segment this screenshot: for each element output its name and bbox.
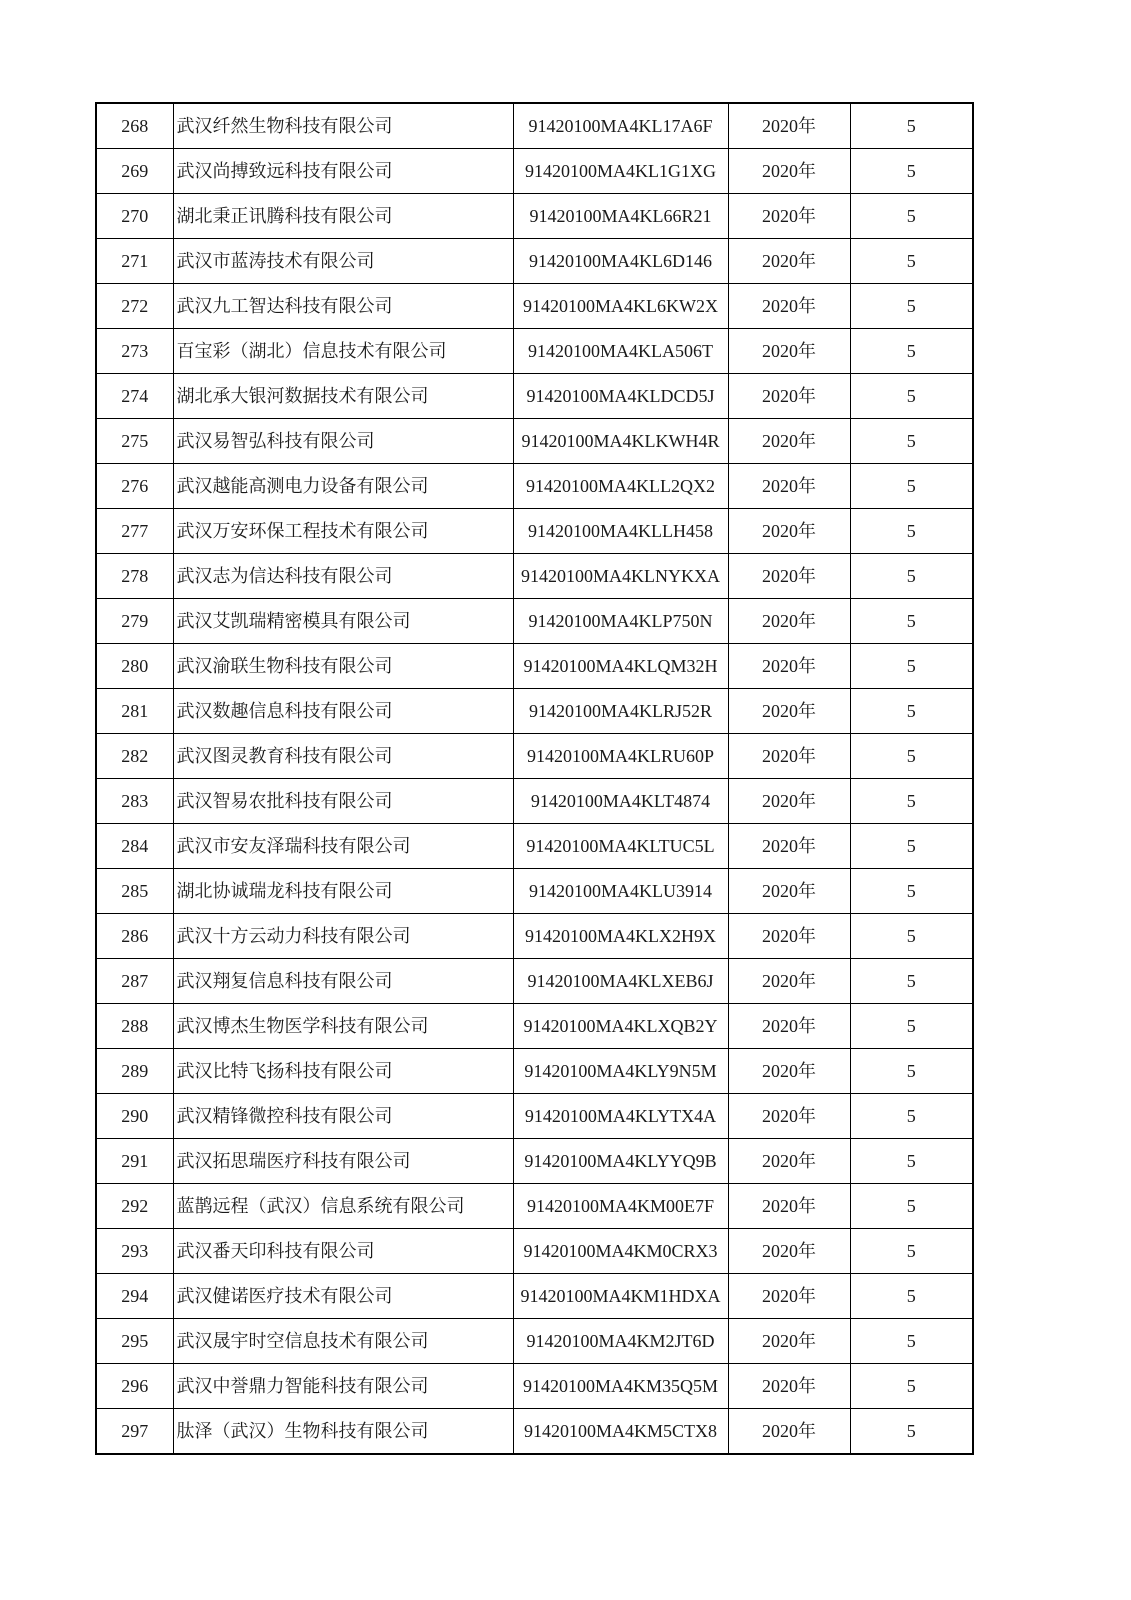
score-cell: 5	[850, 464, 973, 509]
score-cell: 5	[850, 644, 973, 689]
row-number-cell: 273	[96, 329, 173, 374]
row-number-cell: 295	[96, 1319, 173, 1364]
company-name-cell: 蓝鹊远程（武汉）信息系统有限公司	[173, 1184, 513, 1229]
score-cell: 5	[850, 1094, 973, 1139]
table-row	[96, 869, 973, 914]
company-name-cell: 武汉市安友泽瑞科技有限公司	[173, 824, 513, 869]
table-row	[96, 239, 973, 284]
table-row	[96, 914, 973, 959]
company-name-cell: 武汉晟宇时空信息技术有限公司	[173, 1319, 513, 1364]
company-name-cell: 武汉越能高测电力设备有限公司	[173, 464, 513, 509]
score-cell: 5	[850, 329, 973, 374]
credit-code-cell: 91420100MA4KL66R21	[513, 194, 728, 239]
credit-code-cell: 91420100MA4KLLH458	[513, 509, 728, 554]
score-cell: 5	[850, 149, 973, 194]
company-name-cell: 武汉翔复信息科技有限公司	[173, 959, 513, 1004]
score-cell: 5	[850, 734, 973, 779]
year-cell: 2020年	[728, 599, 850, 644]
company-name-cell: 武汉博杰生物医学科技有限公司	[173, 1004, 513, 1049]
year-cell: 2020年	[728, 779, 850, 824]
table-row	[96, 554, 973, 599]
table-row	[96, 1184, 973, 1229]
company-name-cell: 武汉番天印科技有限公司	[173, 1229, 513, 1274]
score-cell: 5	[850, 1229, 973, 1274]
credit-code-cell: 91420100MA4KM2JT6D	[513, 1319, 728, 1364]
row-number-cell: 285	[96, 869, 173, 914]
year-cell: 2020年	[728, 914, 850, 959]
row-number-cell: 271	[96, 239, 173, 284]
row-number-cell: 281	[96, 689, 173, 734]
year-cell: 2020年	[728, 419, 850, 464]
company-name-cell: 湖北承大银河数据技术有限公司	[173, 374, 513, 419]
table-row	[96, 374, 973, 419]
score-cell: 5	[850, 1364, 973, 1409]
table-row	[96, 149, 973, 194]
company-name-cell: 武汉健诺医疗技术有限公司	[173, 1274, 513, 1319]
company-name-cell: 百宝彩（湖北）信息技术有限公司	[173, 329, 513, 374]
company-name-cell: 武汉尚搏致远科技有限公司	[173, 149, 513, 194]
credit-code-cell: 91420100MA4KL17A6F	[513, 103, 728, 149]
year-cell: 2020年	[728, 149, 850, 194]
company-name-cell: 武汉中誉鼎力智能科技有限公司	[173, 1364, 513, 1409]
row-number-cell: 297	[96, 1409, 173, 1455]
company-name-cell: 武汉纤然生物科技有限公司	[173, 103, 513, 149]
credit-code-cell: 91420100MA4KLT4874	[513, 779, 728, 824]
credit-code-cell: 91420100MA4KLRU60P	[513, 734, 728, 779]
table-row	[96, 734, 973, 779]
score-cell: 5	[850, 824, 973, 869]
credit-code-cell: 91420100MA4KLL2QX2	[513, 464, 728, 509]
table-row	[96, 1274, 973, 1319]
score-cell: 5	[850, 1409, 973, 1455]
score-cell: 5	[850, 914, 973, 959]
table-row	[96, 689, 973, 734]
company-name-cell: 武汉市蓝涛技术有限公司	[173, 239, 513, 284]
row-number-cell: 290	[96, 1094, 173, 1139]
row-number-cell: 291	[96, 1139, 173, 1184]
year-cell: 2020年	[728, 103, 850, 149]
credit-code-cell: 91420100MA4KLXEB6J	[513, 959, 728, 1004]
year-cell: 2020年	[728, 959, 850, 1004]
year-cell: 2020年	[728, 869, 850, 914]
company-name-cell: 武汉比特飞扬科技有限公司	[173, 1049, 513, 1094]
year-cell: 2020年	[728, 734, 850, 779]
row-number-cell: 288	[96, 1004, 173, 1049]
table-row	[96, 1004, 973, 1049]
row-number-cell: 294	[96, 1274, 173, 1319]
row-number-cell: 292	[96, 1184, 173, 1229]
score-cell: 5	[850, 599, 973, 644]
table-row	[96, 284, 973, 329]
table-row	[96, 1409, 973, 1455]
credit-code-cell: 91420100MA4KLP750N	[513, 599, 728, 644]
table-row	[96, 779, 973, 824]
credit-code-cell: 91420100MA4KLYTX4A	[513, 1094, 728, 1139]
row-number-cell: 289	[96, 1049, 173, 1094]
row-number-cell: 280	[96, 644, 173, 689]
score-cell: 5	[850, 689, 973, 734]
year-cell: 2020年	[728, 1004, 850, 1049]
credit-code-cell: 91420100MA4KM35Q5M	[513, 1364, 728, 1409]
credit-code-cell: 91420100MA4KLNYKXA	[513, 554, 728, 599]
company-list-table	[95, 102, 974, 1455]
company-name-cell: 武汉图灵教育科技有限公司	[173, 734, 513, 779]
score-cell: 5	[850, 1274, 973, 1319]
year-cell: 2020年	[728, 1184, 850, 1229]
score-cell: 5	[850, 103, 973, 149]
row-number-cell: 278	[96, 554, 173, 599]
credit-code-cell: 91420100MA4KLRJ52R	[513, 689, 728, 734]
credit-code-cell: 91420100MA4KLXQB2Y	[513, 1004, 728, 1049]
row-number-cell: 282	[96, 734, 173, 779]
score-cell: 5	[850, 239, 973, 284]
credit-code-cell: 91420100MA4KLDCD5J	[513, 374, 728, 419]
table-row	[96, 1319, 973, 1364]
row-number-cell: 272	[96, 284, 173, 329]
year-cell: 2020年	[728, 1409, 850, 1455]
table-row	[96, 644, 973, 689]
company-name-cell: 武汉万安环保工程技术有限公司	[173, 509, 513, 554]
company-name-cell: 武汉渝联生物科技有限公司	[173, 644, 513, 689]
table-row	[96, 1229, 973, 1274]
row-number-cell: 284	[96, 824, 173, 869]
company-name-cell: 湖北秉正讯腾科技有限公司	[173, 194, 513, 239]
score-cell: 5	[850, 1184, 973, 1229]
credit-code-cell: 91420100MA4KM0CRX3	[513, 1229, 728, 1274]
year-cell: 2020年	[728, 644, 850, 689]
year-cell: 2020年	[728, 284, 850, 329]
year-cell: 2020年	[728, 239, 850, 284]
year-cell: 2020年	[728, 1049, 850, 1094]
company-name-cell: 武汉易智弘科技有限公司	[173, 419, 513, 464]
row-number-cell: 270	[96, 194, 173, 239]
year-cell: 2020年	[728, 509, 850, 554]
year-cell: 2020年	[728, 1319, 850, 1364]
year-cell: 2020年	[728, 554, 850, 599]
year-cell: 2020年	[728, 1139, 850, 1184]
table-row	[96, 1049, 973, 1094]
year-cell: 2020年	[728, 1229, 850, 1274]
credit-code-cell: 91420100MA4KLX2H9X	[513, 914, 728, 959]
year-cell: 2020年	[728, 374, 850, 419]
row-number-cell: 279	[96, 599, 173, 644]
row-number-cell: 293	[96, 1229, 173, 1274]
score-cell: 5	[850, 554, 973, 599]
credit-code-cell: 91420100MA4KLKWH4R	[513, 419, 728, 464]
company-name-cell: 武汉艾凯瑞精密模具有限公司	[173, 599, 513, 644]
row-number-cell: 286	[96, 914, 173, 959]
score-cell: 5	[850, 1004, 973, 1049]
table-row	[96, 103, 973, 149]
row-number-cell: 275	[96, 419, 173, 464]
row-number-cell: 276	[96, 464, 173, 509]
score-cell: 5	[850, 194, 973, 239]
score-cell: 5	[850, 959, 973, 1004]
score-cell: 5	[850, 509, 973, 554]
row-number-cell: 269	[96, 149, 173, 194]
company-name-cell: 武汉数趣信息科技有限公司	[173, 689, 513, 734]
table-row	[96, 599, 973, 644]
table-row	[96, 194, 973, 239]
company-name-cell: 武汉十方云动力科技有限公司	[173, 914, 513, 959]
table-row	[96, 1364, 973, 1409]
year-cell: 2020年	[728, 194, 850, 239]
year-cell: 2020年	[728, 1364, 850, 1409]
table-row	[96, 1139, 973, 1184]
company-name-cell: 武汉志为信达科技有限公司	[173, 554, 513, 599]
row-number-cell: 277	[96, 509, 173, 554]
credit-code-cell: 91420100MA4KLYYQ9B	[513, 1139, 728, 1184]
company-name-cell: 武汉精锋微控科技有限公司	[173, 1094, 513, 1139]
credit-code-cell: 91420100MA4KL1G1XG	[513, 149, 728, 194]
credit-code-cell: 91420100MA4KLU3914	[513, 869, 728, 914]
company-name-cell: 肽泽（武汉）生物科技有限公司	[173, 1409, 513, 1455]
row-number-cell: 287	[96, 959, 173, 1004]
company-name-cell: 湖北协诚瑞龙科技有限公司	[173, 869, 513, 914]
year-cell: 2020年	[728, 1274, 850, 1319]
credit-code-cell: 91420100MA4KM00E7F	[513, 1184, 728, 1229]
score-cell: 5	[850, 419, 973, 464]
table-row	[96, 959, 973, 1004]
score-cell: 5	[850, 869, 973, 914]
table-row	[96, 1094, 973, 1139]
score-cell: 5	[850, 1049, 973, 1094]
score-cell: 5	[850, 1139, 973, 1184]
score-cell: 5	[850, 1319, 973, 1364]
table-row	[96, 464, 973, 509]
row-number-cell: 283	[96, 779, 173, 824]
table-body	[96, 103, 973, 1454]
year-cell: 2020年	[728, 464, 850, 509]
credit-code-cell: 91420100MA4KM5CTX8	[513, 1409, 728, 1455]
row-number-cell: 274	[96, 374, 173, 419]
score-cell: 5	[850, 284, 973, 329]
table-row	[96, 824, 973, 869]
company-name-cell: 武汉拓思瑞医疗科技有限公司	[173, 1139, 513, 1184]
table-row	[96, 419, 973, 464]
row-number-cell: 296	[96, 1364, 173, 1409]
credit-code-cell: 91420100MA4KLTUC5L	[513, 824, 728, 869]
year-cell: 2020年	[728, 329, 850, 374]
year-cell: 2020年	[728, 1094, 850, 1139]
credit-code-cell: 91420100MA4KL6KW2X	[513, 284, 728, 329]
table-row	[96, 329, 973, 374]
year-cell: 2020年	[728, 824, 850, 869]
credit-code-cell: 91420100MA4KLA506T	[513, 329, 728, 374]
year-cell: 2020年	[728, 689, 850, 734]
company-name-cell: 武汉智易农批科技有限公司	[173, 779, 513, 824]
credit-code-cell: 91420100MA4KL6D146	[513, 239, 728, 284]
score-cell: 5	[850, 779, 973, 824]
credit-code-cell: 91420100MA4KLQM32H	[513, 644, 728, 689]
credit-code-cell: 91420100MA4KM1HDXA	[513, 1274, 728, 1319]
score-cell: 5	[850, 374, 973, 419]
credit-code-cell: 91420100MA4KLY9N5M	[513, 1049, 728, 1094]
table-row	[96, 509, 973, 554]
company-name-cell: 武汉九工智达科技有限公司	[173, 284, 513, 329]
row-number-cell: 268	[96, 103, 173, 149]
